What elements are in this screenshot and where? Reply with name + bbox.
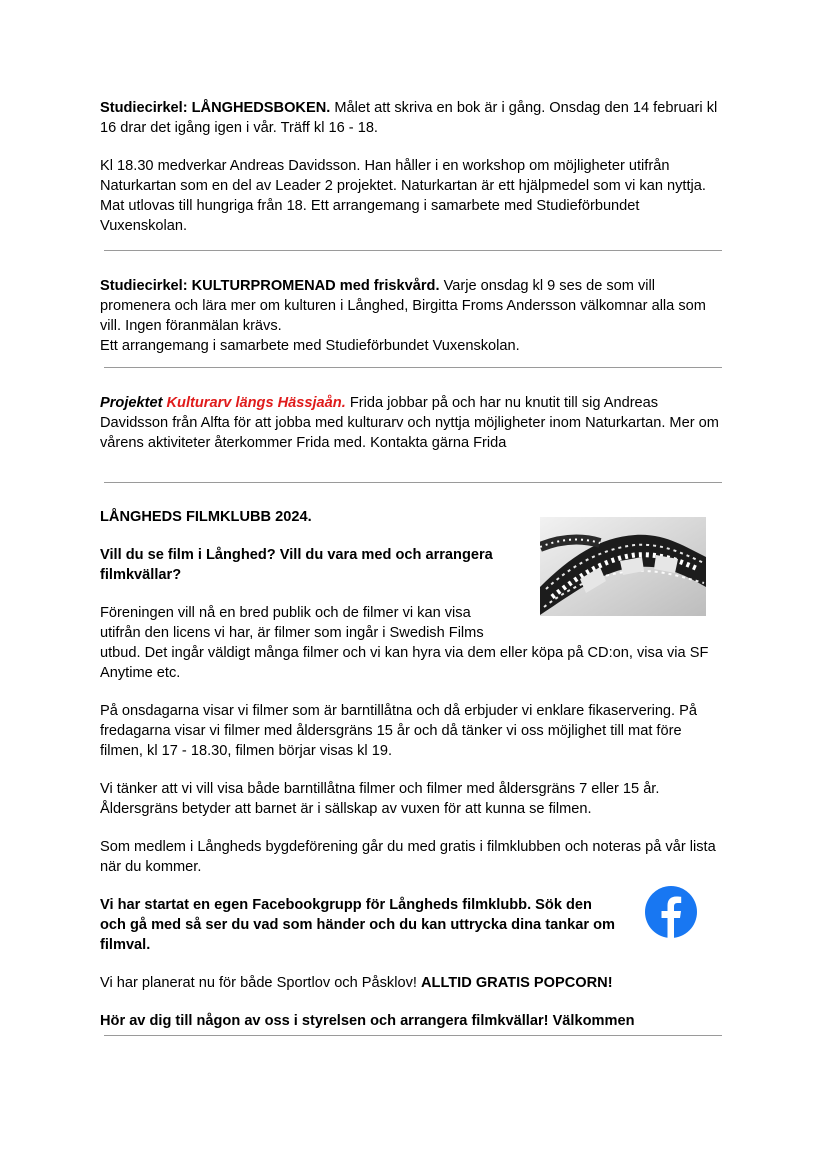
study-circle-book [100, 98, 723, 236]
study-circle-walk-line2: Ett arrangemang i samarbete med Studieförbundet Vuxenskolan. [100, 338, 520, 354]
study-circle-walk-para: Studiecirkel: KULTURPROMENAD med friskvård. Varje onsdag kl 9 ses de som vill promenera och lära mer om kulturen i Långhed, Birgitta Froms Andersson välkomnar alla som vill. Ingen föranmälan krävs. [100, 278, 706, 334]
project-lead: Projektet [100, 395, 163, 411]
film-club-question: Vill du se film i Långhed? Vill du vara med och arrangera filmkvällar? [100, 547, 493, 583]
study-circle-book-title: Studiecirkel: LÅNGHEDSBOKEN. [100, 100, 331, 116]
film-club-closing: Hör av dig till någon av oss i styrelsen och arrangera filmkvällar! Välkommen [100, 1013, 635, 1029]
facebook-icon[interactable] [645, 886, 697, 938]
film-club-intro: Föreningen vill nå en bred publik och de filmer vi kan visa utifrån den licens vi har, är filmer som ingår i Swedish Films utbud. Det ingår väldigt många filmer och vi kan hyra via dem eller köpa på CD:on, visa via SF Anytime etc. [100, 605, 709, 681]
film-club-heading: LÅNGHEDS FILMKLUBB 2024. [100, 509, 312, 525]
study-circle-walk [100, 276, 723, 356]
project-name: Kulturarv längs Hässjaån. [166, 395, 346, 411]
project-section [100, 393, 723, 453]
study-circle-book-para: Studiecirkel: LÅNGHEDSBOKEN. Målet att skriva en bok är i gång. Onsdag den 14 februari kl 16 drar det igång igen i vår. Träff kl 16 - 18. [100, 100, 718, 136]
study-circle-walk-title: Studiecirkel: KULTURPROMENAD med friskvård. [100, 278, 440, 294]
film-club-days: På onsdagarna visar vi filmer som är barntillåtna och då erbjuder vi enklare fikaservering. På fredagarna visar vi filmer med åldersgräns 15 år och då tänker vi oss möjlighet till mat före filmen, kl 17 - 18.30, filmen börjar visas kl 19. [100, 703, 698, 759]
film-club-age: Vi tänker att vi vill visa både barntillåtna filmer och filmer med åldersgräns 7 eller 15 år. Åldersgräns betyder att barnet är i sällskap av vuxen för att kunna se filmen. [100, 781, 660, 817]
film-club-members: Som medlem i Långheds bygdeförening går du med gratis i filmklubben och noteras på vår lista när du kommer. [100, 839, 716, 875]
study-circle-book-workshop: Kl 18.30 medverkar Andreas Davidsson. Han håller i en workshop om möjligheter utifrån Naturkartan som en del av Leader 2 projektet. Naturkartan är ett hjälpmedel som vi kan nyttja. Mat utlovas till hungriga från 18. Ett arrangemang i samarbete med Studieförbundet Vuxenskolan. [100, 158, 706, 234]
film-club-holidays: Vi har planerat nu för både Sportlov och Påsklov! ALLTID GRATIS POPCORN! [100, 975, 613, 991]
divider [104, 482, 722, 483]
divider [104, 367, 722, 368]
divider [104, 250, 722, 251]
film-club-facebook-text: Vi har startat en egen Facebookgrupp för Långheds filmklubb. Sök den och gå med så ser du vad som händer och du kan uttrycka dina tankar om filmval. [100, 897, 615, 953]
divider [104, 1035, 722, 1036]
film-strip-icon [540, 517, 706, 616]
project-para: Projektet Kulturarv längs Hässjaån. Frida jobbar på och har nu knutit till sig Andreas Davidsson från Alfta för att jobba med kulturarv och nyttja möjligheter inom Naturkartan. Mer om vårens aktiviteter återkommer Frida med. Kontakta gärna Frida [100, 395, 719, 451]
